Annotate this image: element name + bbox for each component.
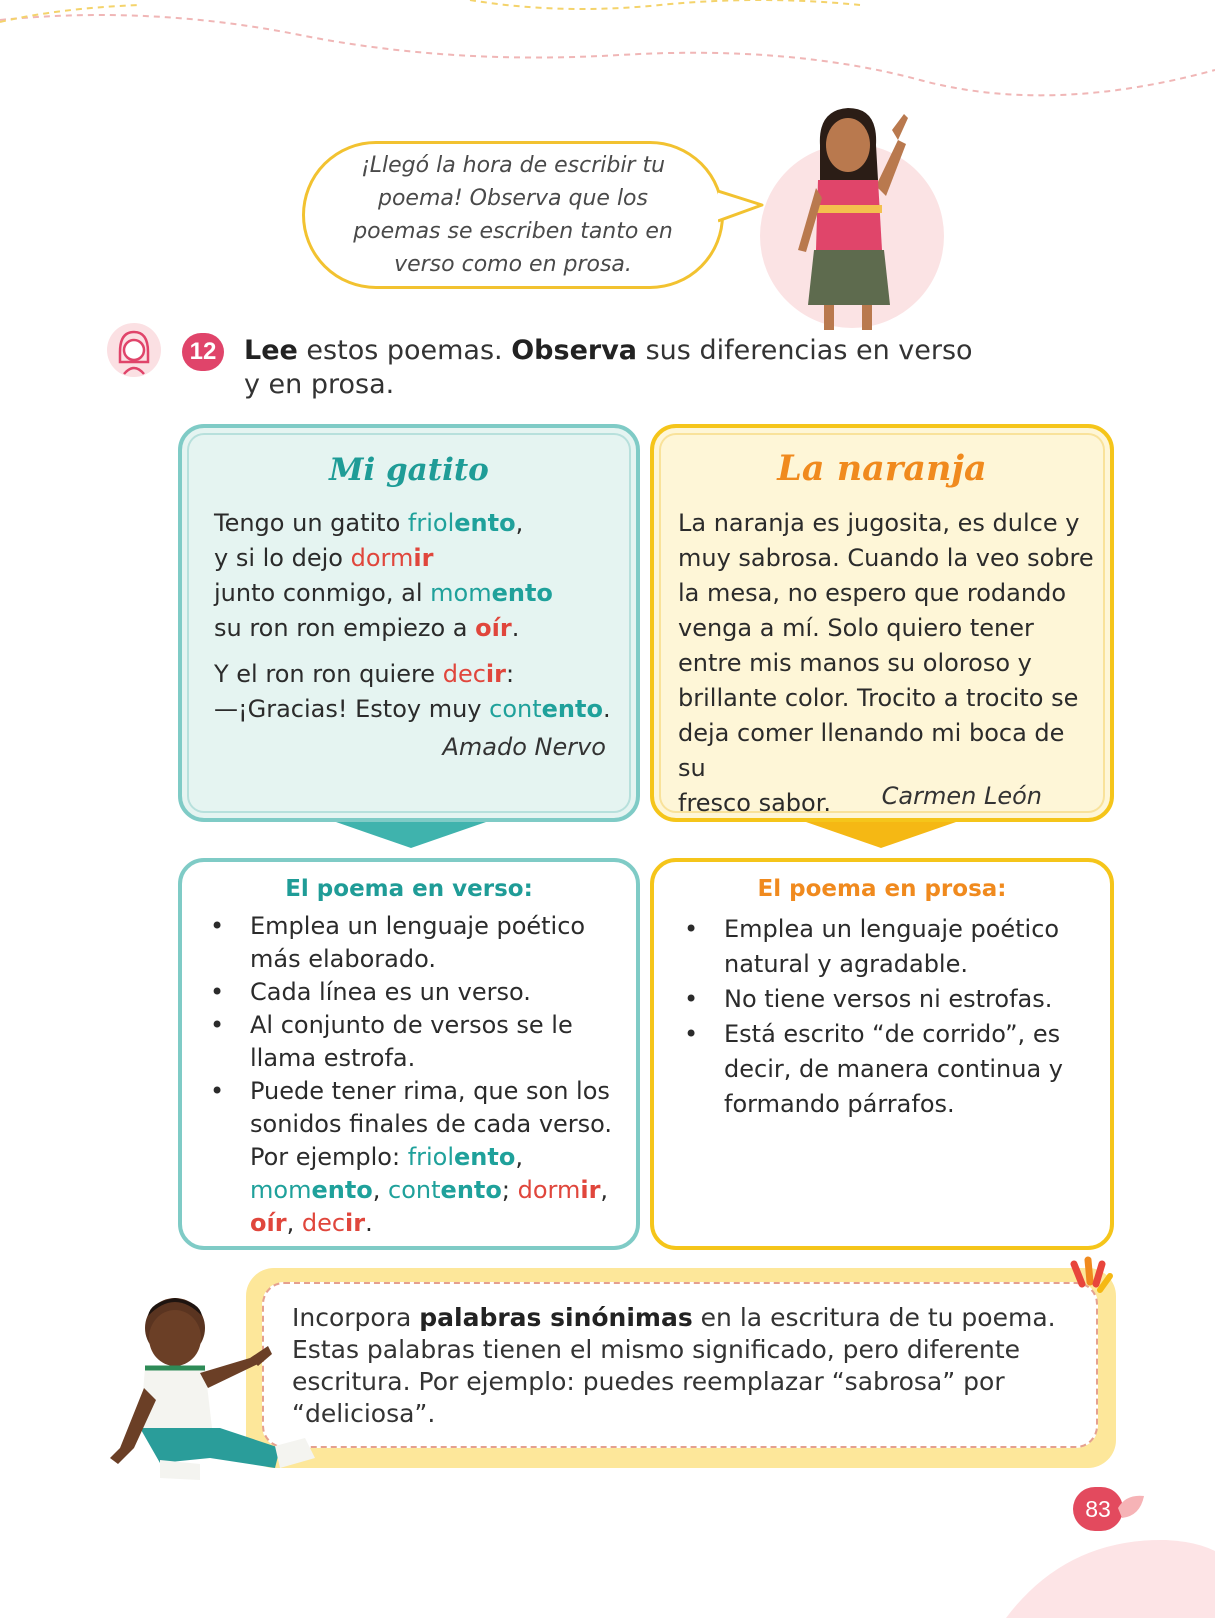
instruction-verb-observa: Observa (511, 335, 638, 366)
list-item: • No tiene versos ni estrofas. (684, 982, 1104, 1017)
prose-line: la mesa, no espero que rodando (678, 579, 1066, 607)
separator: , (515, 1143, 523, 1171)
verse-line (214, 576, 634, 611)
line-text: —¡Gracias! Estoy muy (214, 695, 490, 723)
rhyme-stem: dec (301, 1209, 346, 1237)
verse-line (214, 541, 634, 576)
girl-waving-illustration (758, 100, 958, 335)
tip-keyword: palabras sinónimas (419, 1303, 693, 1332)
rhyme-stem: friol (407, 1143, 455, 1171)
instruction-text-1: estos poemas. (297, 335, 512, 366)
tip-corner-decoration (1066, 1256, 1116, 1306)
verse-explanation-title: El poema en verso: (285, 876, 533, 902)
rhyme-stem: dorm (350, 544, 414, 572)
separator: , (286, 1209, 302, 1237)
rhyme-example (250, 1209, 287, 1237)
speech-bubble-text: ¡Llegó la hora de escribir tu poema! Observa que los poemas se escriben tanto en verso como en prosa. (353, 153, 673, 277)
prose-line: venga a mí. Solo quiero tener (678, 614, 1034, 642)
separator: . (365, 1209, 373, 1237)
rhyme-ending: oír (475, 614, 512, 642)
rhyme-ending: ir (580, 1176, 601, 1204)
prose-line: La naranja es jugosita, es dulce y (678, 509, 1080, 537)
rhyme-ending: ir (345, 1209, 366, 1237)
rhyme-example (518, 1176, 601, 1204)
rhyme-example (250, 1176, 373, 1204)
verse-line (214, 611, 634, 646)
prose-explanation-list (684, 912, 1104, 1122)
rhyme-stem: cont (489, 695, 542, 723)
boy-sitting-illustration (100, 1288, 330, 1488)
rhyme-ending: ento (454, 509, 516, 537)
activity-instruction (244, 334, 984, 402)
prose-connector-arrow (806, 822, 956, 848)
line-text: junto conmigo, al (214, 579, 431, 607)
prose-line: entre mis manos su oloroso y (678, 649, 1032, 677)
prose-explanation-title: El poema en prosa: (757, 876, 1007, 902)
prose-line: fresco sabor. (678, 789, 831, 817)
student-face-icon (106, 322, 162, 378)
list-item: • Cada línea es un verso. (210, 976, 630, 1009)
prose-explanation-card (650, 858, 1114, 1250)
prose-line: muy sabrosa. Cuando la veo sobre (678, 544, 1094, 572)
stanza (214, 657, 634, 727)
poem-prose-title: La naranja (777, 448, 987, 489)
line-punct: , (515, 509, 524, 537)
verse-explanation-card (178, 858, 640, 1250)
rhyme-ending: ir (413, 544, 434, 572)
rhyme-stem: mom (250, 1176, 312, 1204)
rhyme-ending: ento (541, 695, 603, 723)
rhyme-ending: oír (250, 1209, 287, 1237)
line-text: su ron ron empiezo a (214, 614, 476, 642)
verse-line (214, 657, 634, 692)
list-item-text: Puede tener rima, que son los sonidos finales de cada verso. Por ejemplo: (250, 1077, 613, 1171)
separator: ; (501, 1176, 518, 1204)
rhyme-stem: friol (407, 509, 455, 537)
poem-verse-body (214, 506, 634, 738)
list-item: • Está escrito “de corrido”, es decir, de manera continua y formando párrafos. (684, 1017, 1104, 1122)
line-text: y si lo dejo (214, 544, 351, 572)
separator: , (372, 1176, 389, 1204)
poem-verse-title: Mi gatito (329, 452, 489, 488)
prose-line: deja comer llenando mi boca de su (678, 719, 1065, 782)
rhyme-example (388, 1176, 502, 1204)
list-item (210, 1075, 630, 1240)
tip-text-1: Incorpora (292, 1303, 420, 1332)
rhyme-stem: dec (442, 660, 486, 688)
instruction-text-2: sus diferencias en verso y en prosa. (244, 335, 973, 400)
rhyme-example (302, 1209, 365, 1237)
verse-explanation-list (210, 910, 630, 1240)
rhyme-ending: ento (311, 1176, 373, 1204)
prose-line: brillante color. Trocito a trocito se (678, 684, 1079, 712)
activity-number-badge: 12 (182, 333, 224, 371)
rhyme-example (408, 1143, 516, 1171)
page-number: 83 (1073, 1487, 1123, 1531)
rhyme-ending: ir (485, 660, 506, 688)
decorative-top-waves (0, 0, 1215, 110)
poem-verse-author: Amado Nervo (442, 733, 606, 761)
verse-connector-arrow (336, 822, 486, 848)
line-punct: : (505, 660, 515, 688)
line-punct: . (602, 695, 611, 723)
speech-bubble (302, 141, 724, 289)
line-punct: . (511, 614, 520, 642)
list-item: • Emplea un lenguaje poético natural y agradable. (684, 912, 1104, 982)
list-item: • Al conjunto de versos se le llama estrofa. (210, 1009, 630, 1075)
rhyme-stem: cont (388, 1176, 441, 1204)
poem-prose-card (650, 424, 1114, 822)
poem-prose-author: Carmen León (881, 782, 1042, 810)
tip-text-2: en la escritura de tu poema. Estas palabras tienen el mismo significado, pero diferente escritura. Por ejemplo: puedes reemplazar “sabrosa” por “deliciosa”. (292, 1303, 1056, 1428)
instruction-verb-lee: Lee (244, 335, 298, 366)
tip-text (292, 1302, 1082, 1430)
verse-line (214, 506, 634, 541)
verse-line (214, 692, 634, 727)
stanza (214, 506, 634, 646)
rhyme-stem: mom (430, 579, 492, 607)
page-number-leaf-icon (1116, 1490, 1146, 1526)
rhyme-ending: ento (491, 579, 553, 607)
poem-verse-card (178, 424, 640, 822)
rhyme-ending: ento (454, 1143, 516, 1171)
separator: , (600, 1176, 609, 1204)
rhyme-stem: dorm (517, 1176, 581, 1204)
line-text: Tengo un gatito (214, 509, 408, 537)
page-corner-decoration (1006, 1528, 1215, 1618)
list-item: • Emplea un lenguaje poético más elaborado. (210, 910, 630, 976)
rhyme-ending: ento (440, 1176, 502, 1204)
line-text: Y el ron ron quiere (214, 660, 443, 688)
poem-prose-body (678, 506, 1098, 821)
